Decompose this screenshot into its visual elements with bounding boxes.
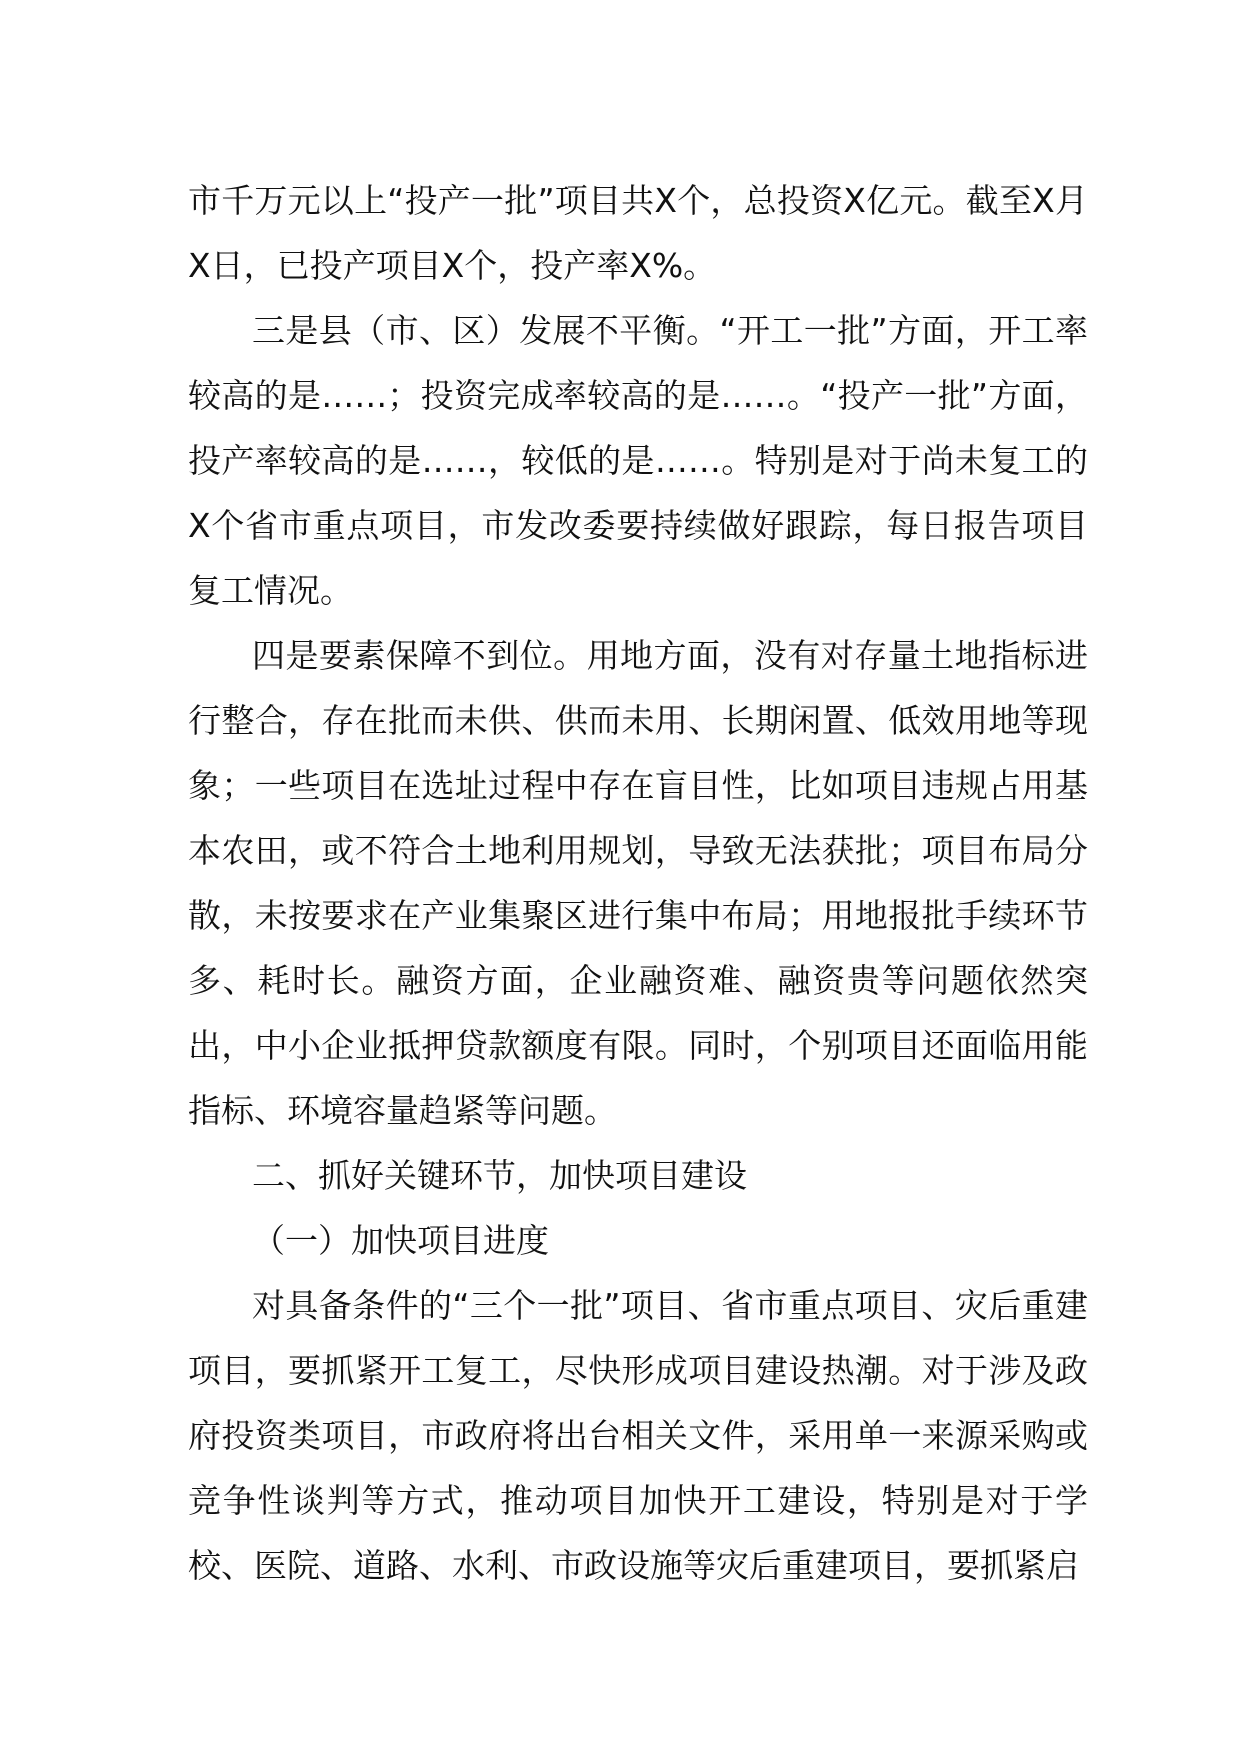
paragraph-project-progress: 对具备条件的“三个一批”项目、省市重点项目、灾后重建项目，要抓紧开工复工，尽快形成项目建设热潮。对于涉及政府投资类项目，市政府将出台相关文件，采用单一来源采购或竞争性谈判等方式，推动项目加快开工建设，特别是对于学校、医院、道路、水利、市政设施等灾后重建项目，要抓紧启: [188, 1286, 1088, 1585]
section-heading: 二、抓好关键环节，加快项目建设: [252, 1156, 747, 1195]
paragraph-uneven-development: 三是县（市、区）发展不平衡。“开工一批”方面，开工率较高的是……；投资完成率较高的是……。“投产一批”方面，投产率较高的是……，较低的是……。特别是对于尚未复工的X个省市重点项目，市发改委要持续做好跟踪，每日报告项目复工情况。: [188, 311, 1088, 610]
document-body: [188, 168, 1088, 1598]
paragraph-factor-guarantee: 四是要素保障不到位。用地方面，没有对存量土地指标进行整合，存在批而未供、供而未用、长期闲置、低效用地等现象；一些项目在选址过程中存在盲目性，比如项目违规占用基本农田，或不符合土地利用规划，导致无法获批；项目布局分散，未按要求在产业集聚区进行集中布局；用地报批手续环节多、耗时长。融资方面，企业融资难、融资贵等问题依然突出，中小企业抵押贷款额度有限。同时，个别项目还面临用能指标、环境容量趋紧等问题。: [188, 636, 1088, 1130]
subsection-heading: （一）加快项目进度: [252, 1221, 549, 1260]
paragraph-investment-summary: 市千万元以上“投产一批”项目共X个，总投资X亿元。截至X月X日，已投产项目X个，投产率X%。: [188, 181, 1088, 285]
